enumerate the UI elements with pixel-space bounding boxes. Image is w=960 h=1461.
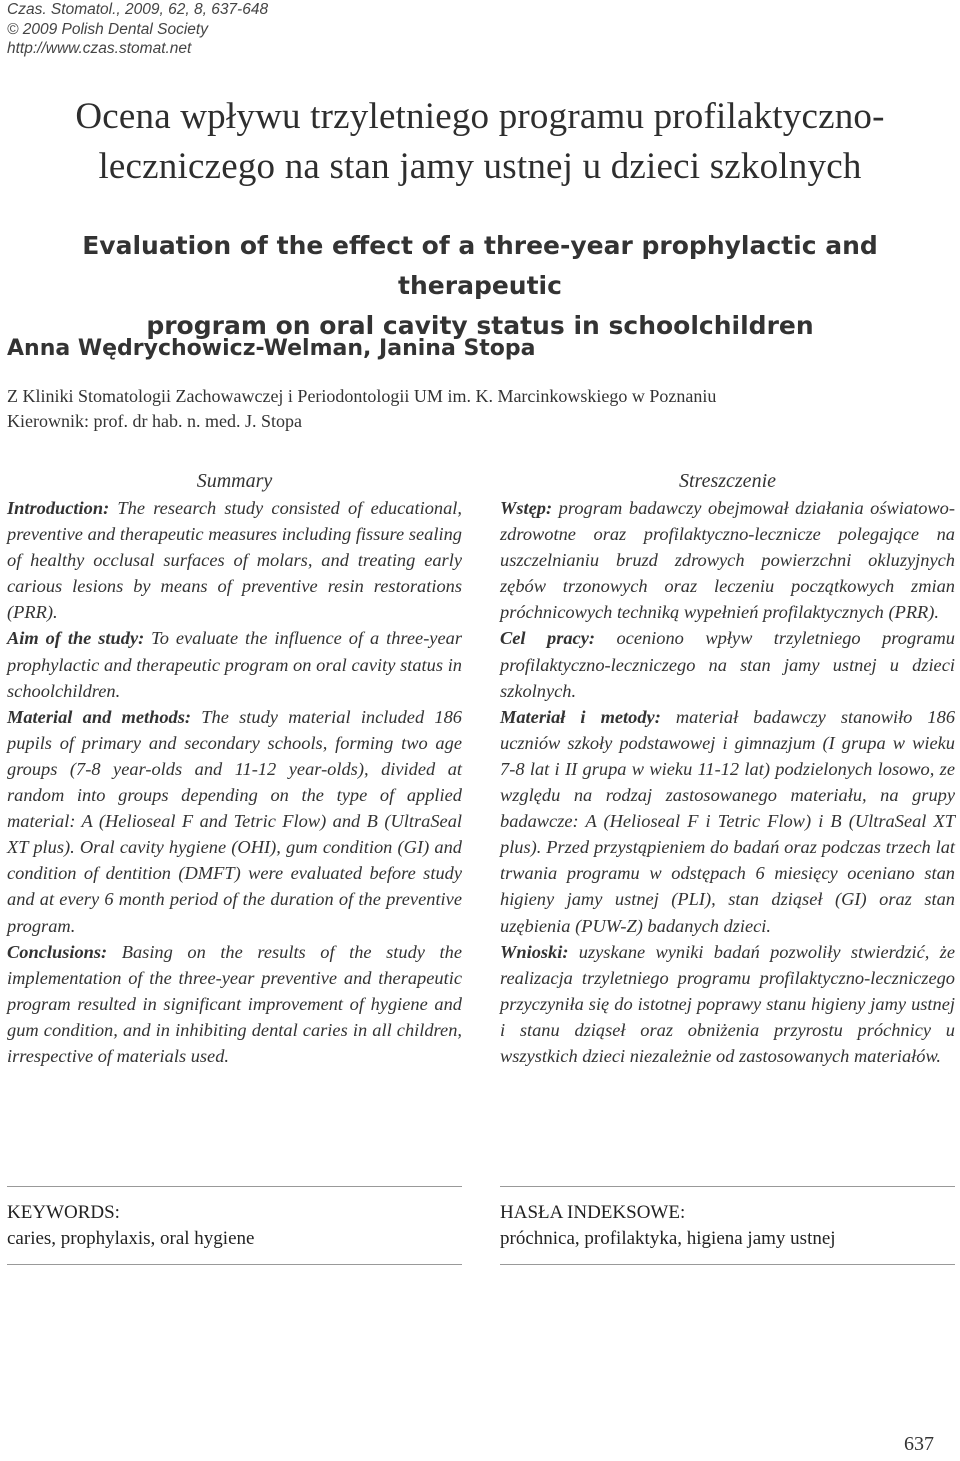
streszczenie-section (500, 939, 955, 1069)
authors: Anna Wędrychowicz-Welman, Janina Stopa (7, 336, 536, 361)
streszczenie-section (500, 625, 955, 703)
summary-section-text: Basing on the results of the study the implementation of the three-year preventive and therapeutic program resulted in significant improvement of hygiene and gum condition, and in inhibiting dental caries in all children, irrespective of materials used. (7, 941, 462, 1066)
english-title (0, 226, 960, 346)
streszczenie-column (500, 468, 955, 1069)
streszczenie-section-label: Wstęp: (500, 498, 553, 518)
english-title-line-2: program on oral cavity status in schoolchildren (146, 311, 814, 340)
keywords-top-divider (7, 1186, 462, 1187)
keywords-heading: KEYWORDS: (7, 1202, 120, 1223)
journal-url: http://www.czas.stomat.net (7, 40, 192, 57)
keywords-bottom-divider (7, 1264, 462, 1265)
summary-heading: Summary (196, 470, 273, 492)
summary-section-label: Aim of the study: (7, 628, 145, 649)
summary-column (7, 468, 462, 1069)
summary-section-label: Introduction: (7, 498, 110, 518)
keywords-list: caries, prophylaxis, oral hygiene (7, 1228, 255, 1249)
affiliation-line-2: Kierownik: prof. dr hab. n. med. J. Stopa (7, 411, 302, 431)
hasla-list: próchnica, profilaktyka, higiena jamy ustnej (500, 1228, 836, 1249)
streszczenie-section-label: Wnioski: (500, 941, 569, 962)
streszczenie-section-text: materiał badawczy stanowiło 186 uczniów szkoły podstawowej i gimnazjum (I grupa w wieku 7-8 lat i II grupa w wieku 11-12 lat) podzielonych losowo, ze względu na rodzaj zastosowanego materiału, na grupy badawcze: A (Helioseal F i Tetric Flow) i B (UltraSeal XT plus). Przed przystąpieniem do badań oraz podczas trzech lat trwania programu w odstępach 6 miesięcy oceniano stan higieny jamy ustnej (PLI), stan dziąseł (GI) oraz stan uzębienia (PUW-Z) badanych dzieci. (500, 706, 956, 936)
polish-title (0, 92, 960, 192)
summary-section-text: To evaluate the influence of a three-year prophylactic and therapeutic program on oral cavity status in schoolchildren. (7, 628, 462, 701)
page-number: 637 (904, 1433, 934, 1455)
summary-section-label: Conclusions: (7, 941, 108, 962)
summary-section-label: Material and methods: (7, 706, 192, 727)
summary-section (7, 939, 462, 1069)
summary-section (7, 704, 462, 939)
summary-section (7, 625, 462, 703)
journal-citation: Czas. Stomatol., 2009, 62, 8, 637-648 (7, 1, 269, 18)
streszczenie-section-text: uzyskane wyniki badań pozwoliły stwierdzić, że realizacja trzyletniego programu profilaktyczno-leczniczego przyczyniła się do istotnej poprawy stanu higieny jamy ustnej i stanu dziąseł oraz obniżenia przyrostu próchnicy u wszystkich dzieci niezależnie od zastosowanych materiałów. (500, 941, 955, 1066)
hasla-heading: HASŁA INDEKSOWE: (500, 1202, 686, 1223)
journal-copyright: © 2009 Polish Dental Society (7, 20, 208, 38)
hasla-top-divider (500, 1186, 955, 1187)
streszczenie-section (500, 495, 955, 625)
streszczenie-section-text: oceniono wpływ trzyletniego programu profilaktyczno-leczniczego na stan jamy ustnej u dzieci szkolnych. (500, 628, 955, 701)
summary-section (7, 495, 462, 625)
journal-info (7, 0, 268, 59)
streszczenie-heading: Streszczenie (678, 470, 776, 492)
streszczenie-section-label: Materiał i metody: (500, 706, 661, 727)
streszczenie-section-text: program badawczy obejmował działania oświatowo-zdrowotne oraz profilaktyczno-lecznicze polegające na uszczelnianiu bruzd zdrowych powierzchni okluzyjnych zębów trzonowych oraz leczeniu początkowych zmian próchnicowych techniką wypełnień profilaktycznych (PRR). (500, 498, 955, 623)
polish-title-line-2: leczniczego na stan jamy ustnej u dzieci szkolnych (98, 146, 862, 187)
affiliation-line-1: Z Kliniki Stomatologii Zachowawczej i Periodontologii UM im. K. Marcinkowskiego w Poznaniu (7, 386, 717, 406)
english-title-line-1: Evaluation of the effect of a three-year prophylactic and therapeutic (82, 231, 878, 300)
streszczenie-section-label: Cel pracy: (500, 628, 595, 649)
summary-section-text: The research study consisted of educational, preventive and therapeutic measures including fissure sealing of healthy occlusal surfaces of molars, and treating early carious lesions by means of preventive resin restorations (PRR). (7, 498, 462, 623)
hasla-bottom-divider (500, 1264, 955, 1265)
affiliation (7, 384, 947, 434)
polish-title-line-1: Ocena wpływu trzyletniego programu profilaktyczno- (75, 96, 885, 137)
summary-section-text: The study material included 186 pupils of primary and secondary schools, forming two age groups (7-8 year-olds and 11-12 year-olds), divided at random into groups depending on the type of applied material: A (Helioseal F and Tetric Flow) and B (UltraSeal XT plus). Oral cavity hygiene (OHI), gum condition (GI) and condition of dentition (DMFT) were evaluated before study and at every 6 month period of the duration of the preventive program. (7, 706, 462, 936)
streszczenie-section (500, 704, 955, 939)
